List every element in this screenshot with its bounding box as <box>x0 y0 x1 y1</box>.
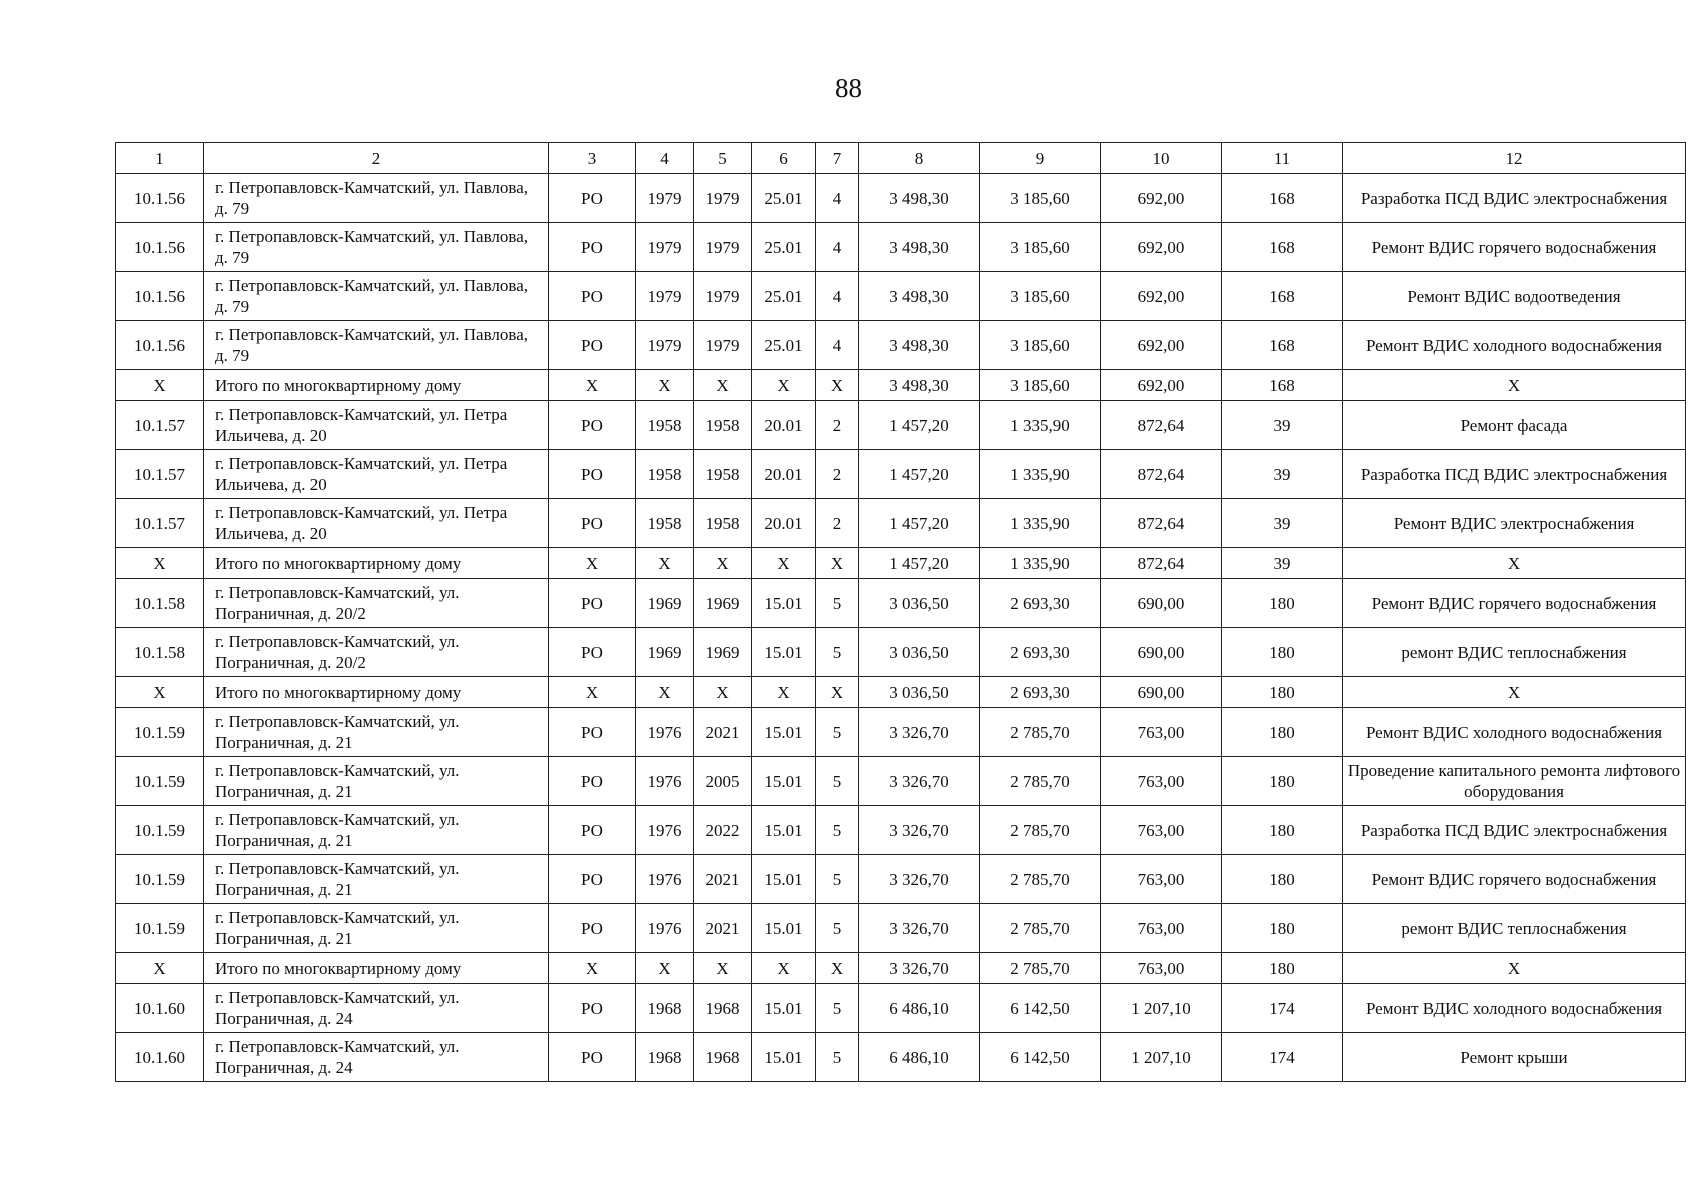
code-cell: 15.01 <box>752 904 816 953</box>
floors-cell: 4 <box>816 223 859 272</box>
table-total-row <box>116 677 1686 708</box>
living-area-cell: 2 693,30 <box>980 677 1101 708</box>
total-area-cell: 1 457,20 <box>859 401 980 450</box>
address-cell: г. Петропавловск-Камчатский, ул. Петра Ильичева, д. 20 <box>204 401 549 450</box>
method-cell: РО <box>549 321 636 370</box>
floors-cell: Х <box>816 953 859 984</box>
code-cell: 15.01 <box>752 579 816 628</box>
built-year-cell: 1969 <box>636 579 694 628</box>
repair-year-cell: 1979 <box>694 223 752 272</box>
rate-cell: 872,64 <box>1101 450 1222 499</box>
table-row <box>116 579 1686 628</box>
work-type-cell: Ремонт крыши <box>1343 1033 1686 1082</box>
table-row <box>116 904 1686 953</box>
total-area-cell: 3 498,30 <box>859 321 980 370</box>
repair-year-cell: Х <box>694 677 752 708</box>
method-cell: Х <box>549 677 636 708</box>
address-cell: г. Петропавловск-Камчатский, ул. Пограничная, д. 21 <box>204 904 549 953</box>
method-cell: РО <box>549 401 636 450</box>
item-number-cell: 10.1.59 <box>116 806 204 855</box>
item-number-cell: Х <box>116 548 204 579</box>
floors-cell: Х <box>816 677 859 708</box>
residents-cell: 180 <box>1222 708 1343 757</box>
column-number-cell: 12 <box>1343 143 1686 174</box>
work-type-cell: Ремонт фасада <box>1343 401 1686 450</box>
residents-cell: 168 <box>1222 272 1343 321</box>
code-cell: 25.01 <box>752 272 816 321</box>
rate-cell: 872,64 <box>1101 548 1222 579</box>
work-type-cell: Ремонт ВДИС горячего водоснабжения <box>1343 855 1686 904</box>
built-year-cell: 1969 <box>636 628 694 677</box>
table-row <box>116 1033 1686 1082</box>
table-body <box>116 143 1686 1082</box>
method-cell: РО <box>549 174 636 223</box>
repair-year-cell: 2005 <box>694 757 752 806</box>
work-type-cell: Проведение капитального ремонта лифтового оборудования <box>1343 757 1686 806</box>
address-cell: г. Петропавловск-Камчатский, ул. Пограничная, д. 20/2 <box>204 579 549 628</box>
total-area-cell: 1 457,20 <box>859 499 980 548</box>
floors-cell: 5 <box>816 855 859 904</box>
table-row <box>116 855 1686 904</box>
living-area-cell: 1 335,90 <box>980 450 1101 499</box>
address-cell: г. Петропавловск-Камчатский, ул. Пограничная, д. 21 <box>204 757 549 806</box>
residents-cell: 168 <box>1222 370 1343 401</box>
column-number-cell: 9 <box>980 143 1101 174</box>
residents-cell: 39 <box>1222 499 1343 548</box>
work-type-cell: Х <box>1343 548 1686 579</box>
table-row <box>116 223 1686 272</box>
method-cell: РО <box>549 1033 636 1082</box>
residents-cell: 180 <box>1222 855 1343 904</box>
living-area-cell: 3 185,60 <box>980 223 1101 272</box>
table-total-row <box>116 370 1686 401</box>
rate-cell: 690,00 <box>1101 579 1222 628</box>
address-cell: Итого по многоквартирному дому <box>204 677 549 708</box>
floors-cell: 2 <box>816 401 859 450</box>
living-area-cell: 1 335,90 <box>980 499 1101 548</box>
method-cell: РО <box>549 984 636 1033</box>
code-cell: Х <box>752 677 816 708</box>
total-area-cell: 3 036,50 <box>859 579 980 628</box>
repair-year-cell: 1969 <box>694 628 752 677</box>
item-number-cell: 10.1.57 <box>116 499 204 548</box>
repair-year-cell: Х <box>694 548 752 579</box>
code-cell: 25.01 <box>752 223 816 272</box>
page-number: 88 <box>835 73 862 103</box>
method-cell: РО <box>549 223 636 272</box>
table-row <box>116 401 1686 450</box>
code-cell: Х <box>752 953 816 984</box>
item-number-cell: 10.1.56 <box>116 223 204 272</box>
built-year-cell: 1979 <box>636 321 694 370</box>
work-type-cell: ремонт ВДИС теплоснабжения <box>1343 904 1686 953</box>
repair-year-cell: 1979 <box>694 321 752 370</box>
address-cell: г. Петропавловск-Камчатский, ул. Пограничная, д. 21 <box>204 806 549 855</box>
floors-cell: 5 <box>816 984 859 1033</box>
item-number-cell: 10.1.58 <box>116 579 204 628</box>
repair-year-cell: 1968 <box>694 984 752 1033</box>
total-area-cell: 3 498,30 <box>859 174 980 223</box>
built-year-cell: 1979 <box>636 223 694 272</box>
built-year-cell: 1968 <box>636 984 694 1033</box>
table-row <box>116 174 1686 223</box>
address-cell: г. Петропавловск-Камчатский, ул. Павлова, д. 79 <box>204 174 549 223</box>
floors-cell: 5 <box>816 757 859 806</box>
floors-cell: Х <box>816 370 859 401</box>
repair-year-cell: 1979 <box>694 272 752 321</box>
repair-year-cell: 2021 <box>694 904 752 953</box>
built-year-cell: 1976 <box>636 708 694 757</box>
built-year-cell: 1976 <box>636 806 694 855</box>
living-area-cell: 1 335,90 <box>980 548 1101 579</box>
work-type-cell: Ремонт ВДИС горячего водоснабжения <box>1343 579 1686 628</box>
repair-year-cell: Х <box>694 953 752 984</box>
total-area-cell: 1 457,20 <box>859 548 980 579</box>
residents-cell: 180 <box>1222 904 1343 953</box>
method-cell: РО <box>549 855 636 904</box>
repair-year-cell: Х <box>694 370 752 401</box>
work-type-cell: Х <box>1343 370 1686 401</box>
address-cell: г. Петропавловск-Камчатский, ул. Павлова, д. 79 <box>204 272 549 321</box>
total-area-cell: 3 326,70 <box>859 708 980 757</box>
column-number-cell: 2 <box>204 143 549 174</box>
column-number-row <box>116 143 1686 174</box>
living-area-cell: 3 185,60 <box>980 174 1101 223</box>
rate-cell: 763,00 <box>1101 708 1222 757</box>
code-cell: 15.01 <box>752 708 816 757</box>
work-type-cell: Ремонт ВДИС электроснабжения <box>1343 499 1686 548</box>
code-cell: Х <box>752 370 816 401</box>
built-year-cell: 1979 <box>636 174 694 223</box>
method-cell: РО <box>549 806 636 855</box>
residents-cell: 39 <box>1222 450 1343 499</box>
residents-cell: 180 <box>1222 628 1343 677</box>
floors-cell: 5 <box>816 904 859 953</box>
total-area-cell: 3 326,70 <box>859 806 980 855</box>
floors-cell: 4 <box>816 174 859 223</box>
column-number-cell: 11 <box>1222 143 1343 174</box>
rate-cell: 763,00 <box>1101 953 1222 984</box>
repair-year-cell: 2021 <box>694 708 752 757</box>
residents-cell: 168 <box>1222 174 1343 223</box>
living-area-cell: 3 185,60 <box>980 272 1101 321</box>
code-cell: 15.01 <box>752 855 816 904</box>
total-area-cell: 3 036,50 <box>859 628 980 677</box>
work-type-cell: Ремонт ВДИС холодного водоснабжения <box>1343 708 1686 757</box>
rate-cell: 763,00 <box>1101 904 1222 953</box>
floors-cell: 5 <box>816 579 859 628</box>
rate-cell: 690,00 <box>1101 628 1222 677</box>
table-row <box>116 499 1686 548</box>
living-area-cell: 2 693,30 <box>980 628 1101 677</box>
rate-cell: 763,00 <box>1101 806 1222 855</box>
residents-cell: 174 <box>1222 984 1343 1033</box>
repair-year-cell: 1958 <box>694 450 752 499</box>
item-number-cell: 10.1.59 <box>116 708 204 757</box>
item-number-cell: 10.1.58 <box>116 628 204 677</box>
repair-year-cell: 1958 <box>694 499 752 548</box>
rate-cell: 692,00 <box>1101 321 1222 370</box>
residents-cell: 180 <box>1222 677 1343 708</box>
residents-cell: 168 <box>1222 321 1343 370</box>
floors-cell: Х <box>816 548 859 579</box>
table-total-row <box>116 953 1686 984</box>
total-area-cell: 3 326,70 <box>859 757 980 806</box>
work-type-cell: ремонт ВДИС теплоснабжения <box>1343 628 1686 677</box>
rate-cell: 692,00 <box>1101 174 1222 223</box>
built-year-cell: 1958 <box>636 450 694 499</box>
table-row <box>116 628 1686 677</box>
repair-program-table <box>115 142 1686 1082</box>
method-cell: РО <box>549 272 636 321</box>
living-area-cell: 6 142,50 <box>980 1033 1101 1082</box>
living-area-cell: 1 335,90 <box>980 401 1101 450</box>
item-number-cell: 10.1.56 <box>116 174 204 223</box>
total-area-cell: 3 498,30 <box>859 272 980 321</box>
total-area-cell: 3 326,70 <box>859 904 980 953</box>
work-type-cell: Ремонт ВДИС холодного водоснабжения <box>1343 321 1686 370</box>
table-row <box>116 984 1686 1033</box>
rate-cell: 692,00 <box>1101 223 1222 272</box>
work-type-cell: Разработка ПСД ВДИС электроснабжения <box>1343 450 1686 499</box>
table-row <box>116 757 1686 806</box>
address-cell: Итого по многоквартирному дому <box>204 953 549 984</box>
address-cell: г. Петропавловск-Камчатский, ул. Пограничная, д. 24 <box>204 984 549 1033</box>
residents-cell: 180 <box>1222 953 1343 984</box>
total-area-cell: 3 326,70 <box>859 953 980 984</box>
item-number-cell: 10.1.56 <box>116 321 204 370</box>
method-cell: Х <box>549 548 636 579</box>
total-area-cell: 6 486,10 <box>859 1033 980 1082</box>
built-year-cell: Х <box>636 370 694 401</box>
method-cell: РО <box>549 757 636 806</box>
built-year-cell: Х <box>636 548 694 579</box>
work-type-cell: Ремонт ВДИС горячего водоснабжения <box>1343 223 1686 272</box>
total-area-cell: 1 457,20 <box>859 450 980 499</box>
built-year-cell: 1976 <box>636 904 694 953</box>
address-cell: г. Петропавловск-Камчатский, ул. Пограничная, д. 24 <box>204 1033 549 1082</box>
living-area-cell: 2 785,70 <box>980 953 1101 984</box>
table-row <box>116 321 1686 370</box>
repair-year-cell: 1979 <box>694 174 752 223</box>
rate-cell: 1 207,10 <box>1101 1033 1222 1082</box>
method-cell: РО <box>549 904 636 953</box>
work-type-cell: Х <box>1343 677 1686 708</box>
address-cell: г. Петропавловск-Камчатский, ул. Павлова, д. 79 <box>204 321 549 370</box>
built-year-cell: 1976 <box>636 757 694 806</box>
item-number-cell: 10.1.57 <box>116 450 204 499</box>
item-number-cell: 10.1.60 <box>116 1033 204 1082</box>
floors-cell: 5 <box>816 628 859 677</box>
address-cell: г. Петропавловск-Камчатский, ул. Пограничная, д. 21 <box>204 855 549 904</box>
item-number-cell: 10.1.59 <box>116 904 204 953</box>
item-number-cell: 10.1.60 <box>116 984 204 1033</box>
residents-cell: 180 <box>1222 579 1343 628</box>
total-area-cell: 3 326,70 <box>859 855 980 904</box>
column-number-cell: 6 <box>752 143 816 174</box>
living-area-cell: 2 785,70 <box>980 855 1101 904</box>
living-area-cell: 3 185,60 <box>980 321 1101 370</box>
method-cell: РО <box>549 628 636 677</box>
item-number-cell: 10.1.59 <box>116 855 204 904</box>
address-cell: г. Петропавловск-Камчатский, ул. Петра Ильичева, д. 20 <box>204 450 549 499</box>
residents-cell: 39 <box>1222 548 1343 579</box>
built-year-cell: 1958 <box>636 401 694 450</box>
total-area-cell: 3 498,30 <box>859 223 980 272</box>
column-number-cell: 7 <box>816 143 859 174</box>
item-number-cell: 10.1.57 <box>116 401 204 450</box>
column-number-cell: 4 <box>636 143 694 174</box>
rate-cell: 763,00 <box>1101 757 1222 806</box>
floors-cell: 2 <box>816 499 859 548</box>
column-number-cell: 1 <box>116 143 204 174</box>
total-area-cell: 3 498,30 <box>859 370 980 401</box>
table-row <box>116 708 1686 757</box>
living-area-cell: 6 142,50 <box>980 984 1101 1033</box>
living-area-cell: 2 693,30 <box>980 579 1101 628</box>
residents-cell: 174 <box>1222 1033 1343 1082</box>
item-number-cell: Х <box>116 677 204 708</box>
address-cell: Итого по многоквартирному дому <box>204 370 549 401</box>
living-area-cell: 2 785,70 <box>980 806 1101 855</box>
floors-cell: 5 <box>816 708 859 757</box>
address-cell: г. Петропавловск-Камчатский, ул. Пограничная, д. 21 <box>204 708 549 757</box>
code-cell: 15.01 <box>752 1033 816 1082</box>
address-cell: г. Петропавловск-Камчатский, ул. Пограничная, д. 20/2 <box>204 628 549 677</box>
code-cell: 15.01 <box>752 806 816 855</box>
table-row <box>116 450 1686 499</box>
rate-cell: 690,00 <box>1101 677 1222 708</box>
code-cell: 20.01 <box>752 499 816 548</box>
code-cell: 20.01 <box>752 401 816 450</box>
item-number-cell: Х <box>116 370 204 401</box>
code-cell: 15.01 <box>752 984 816 1033</box>
item-number-cell: 10.1.56 <box>116 272 204 321</box>
built-year-cell: Х <box>636 953 694 984</box>
method-cell: РО <box>549 499 636 548</box>
column-number-cell: 5 <box>694 143 752 174</box>
rate-cell: 692,00 <box>1101 272 1222 321</box>
floors-cell: 5 <box>816 1033 859 1082</box>
code-cell: Х <box>752 548 816 579</box>
code-cell: 15.01 <box>752 628 816 677</box>
work-type-cell: Разработка ПСД ВДИС электроснабжения <box>1343 174 1686 223</box>
living-area-cell: 3 185,60 <box>980 370 1101 401</box>
address-cell: г. Петропавловск-Камчатский, ул. Павлова, д. 79 <box>204 223 549 272</box>
repair-year-cell: 1968 <box>694 1033 752 1082</box>
built-year-cell: 1958 <box>636 499 694 548</box>
repair-year-cell: 2021 <box>694 855 752 904</box>
rate-cell: 692,00 <box>1101 370 1222 401</box>
method-cell: Х <box>549 370 636 401</box>
repair-year-cell: 2022 <box>694 806 752 855</box>
table-total-row <box>116 548 1686 579</box>
column-number-cell: 10 <box>1101 143 1222 174</box>
residents-cell: 180 <box>1222 806 1343 855</box>
column-number-cell: 8 <box>859 143 980 174</box>
rate-cell: 872,64 <box>1101 401 1222 450</box>
rate-cell: 1 207,10 <box>1101 984 1222 1033</box>
method-cell: РО <box>549 450 636 499</box>
item-number-cell: 10.1.59 <box>116 757 204 806</box>
address-cell: г. Петропавловск-Камчатский, ул. Петра Ильичева, д. 20 <box>204 499 549 548</box>
built-year-cell: 1979 <box>636 272 694 321</box>
rate-cell: 763,00 <box>1101 855 1222 904</box>
code-cell: 25.01 <box>752 321 816 370</box>
item-number-cell: Х <box>116 953 204 984</box>
floors-cell: 5 <box>816 806 859 855</box>
column-number-cell: 3 <box>549 143 636 174</box>
floors-cell: 4 <box>816 321 859 370</box>
method-cell: Х <box>549 953 636 984</box>
built-year-cell: Х <box>636 677 694 708</box>
repair-year-cell: 1958 <box>694 401 752 450</box>
method-cell: РО <box>549 579 636 628</box>
built-year-cell: 1968 <box>636 1033 694 1082</box>
living-area-cell: 2 785,70 <box>980 708 1101 757</box>
built-year-cell: 1976 <box>636 855 694 904</box>
work-type-cell: Ремонт ВДИС холодного водоснабжения <box>1343 984 1686 1033</box>
floors-cell: 2 <box>816 450 859 499</box>
work-type-cell: Разработка ПСД ВДИС электроснабжения <box>1343 806 1686 855</box>
rate-cell: 872,64 <box>1101 499 1222 548</box>
code-cell: 25.01 <box>752 174 816 223</box>
living-area-cell: 2 785,70 <box>980 757 1101 806</box>
total-area-cell: 3 036,50 <box>859 677 980 708</box>
address-cell: Итого по многоквартирному дому <box>204 548 549 579</box>
living-area-cell: 2 785,70 <box>980 904 1101 953</box>
residents-cell: 180 <box>1222 757 1343 806</box>
residents-cell: 168 <box>1222 223 1343 272</box>
method-cell: РО <box>549 708 636 757</box>
table-row <box>116 806 1686 855</box>
code-cell: 20.01 <box>752 450 816 499</box>
floors-cell: 4 <box>816 272 859 321</box>
repair-year-cell: 1969 <box>694 579 752 628</box>
table-row <box>116 272 1686 321</box>
code-cell: 15.01 <box>752 757 816 806</box>
work-type-cell: Х <box>1343 953 1686 984</box>
total-area-cell: 6 486,10 <box>859 984 980 1033</box>
work-type-cell: Ремонт ВДИС водоотведения <box>1343 272 1686 321</box>
residents-cell: 39 <box>1222 401 1343 450</box>
